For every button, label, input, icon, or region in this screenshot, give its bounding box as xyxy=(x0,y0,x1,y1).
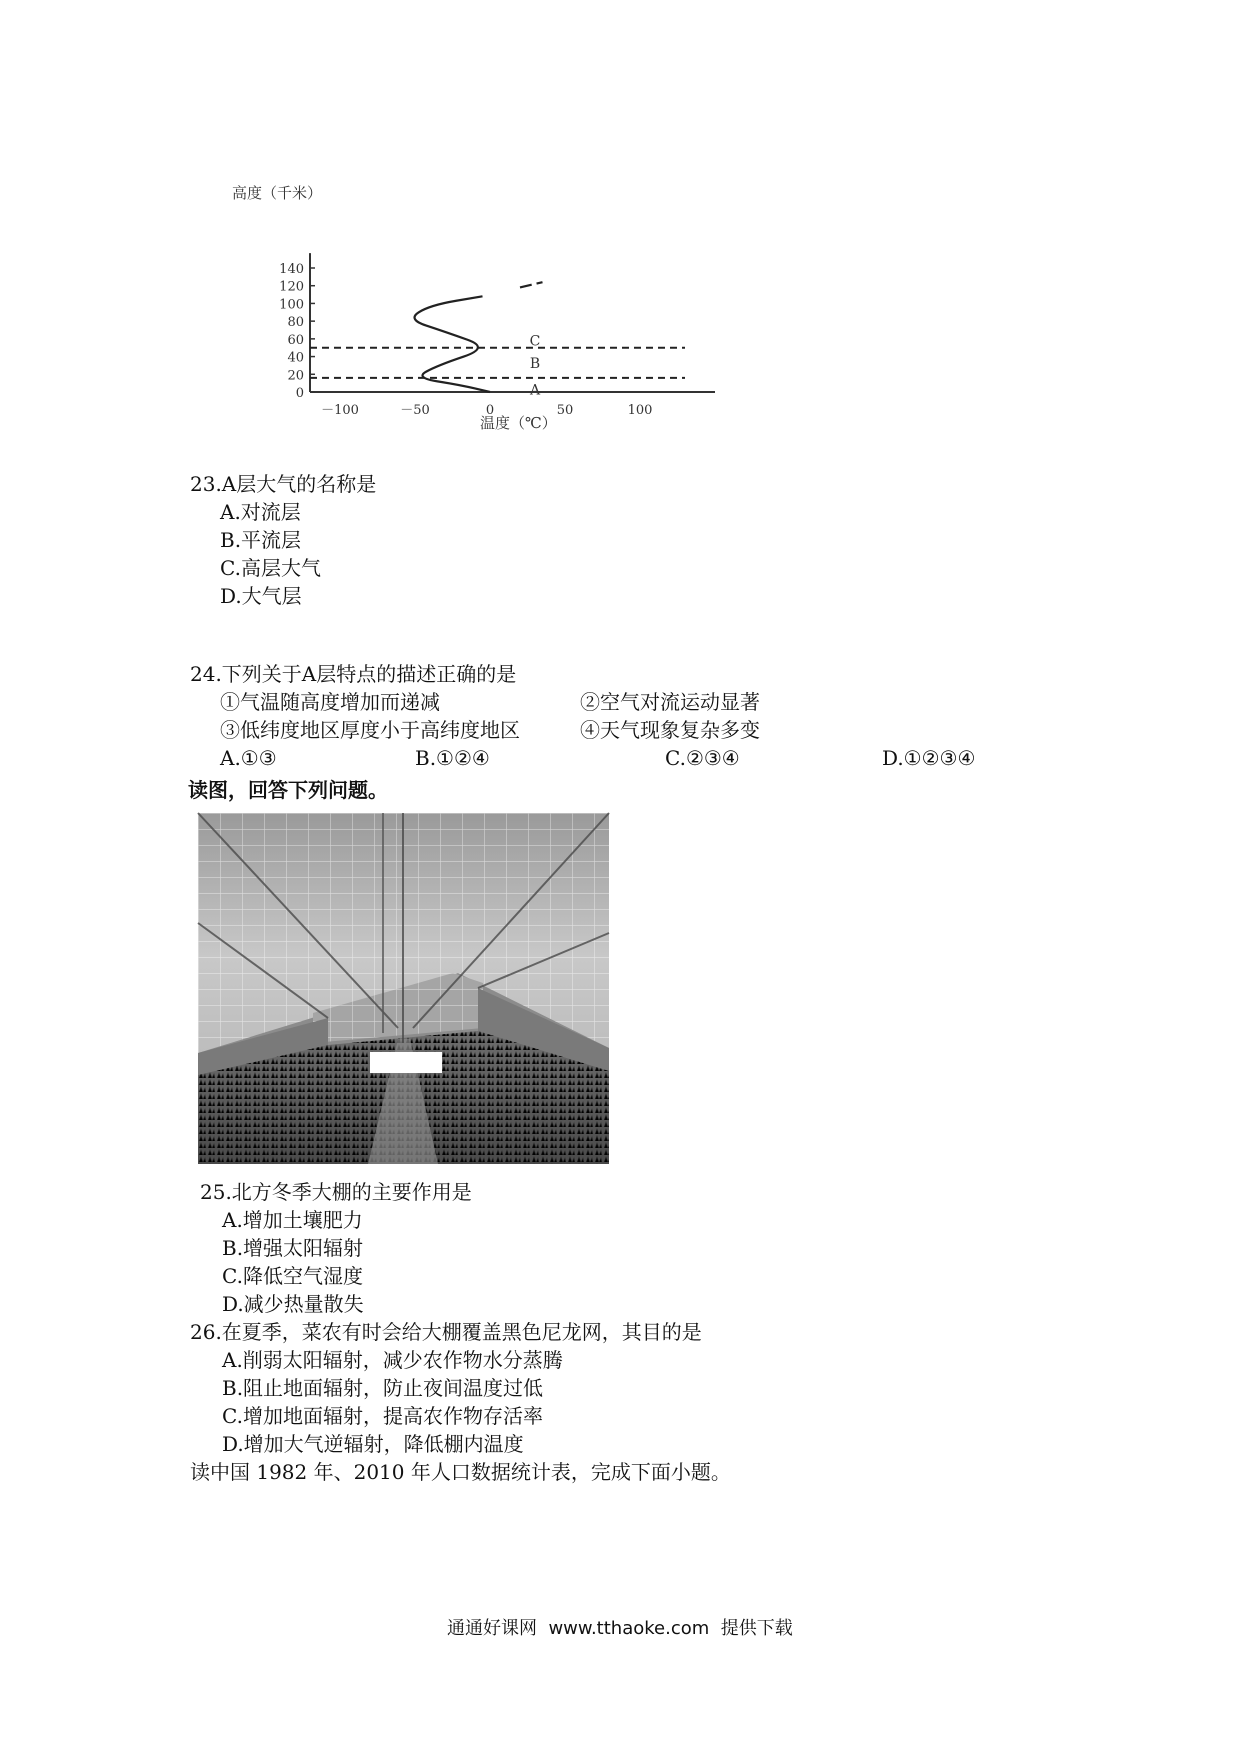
y-tick-label: 60 xyxy=(287,332,304,348)
layer-label-a: A xyxy=(529,382,541,399)
q25-option-b: B.增强太阳辐射 xyxy=(222,1236,364,1260)
section-read-heading: 读图，回答下列问题。 xyxy=(188,778,388,802)
x-tick-label: －100 xyxy=(321,403,359,418)
y-tick-label: 40 xyxy=(287,350,304,366)
q26-option-a: A.削弱太阳辐射，减少农作物水分蒸腾 xyxy=(222,1348,563,1372)
y-tick-label: 120 xyxy=(279,279,304,295)
x-tick-label: 0 xyxy=(485,403,495,418)
q24-option-d: D.①②③④ xyxy=(882,746,976,770)
q26-stem: 26.在夏季，菜农有时会给大棚覆盖黑色尼龙网，其目的是 xyxy=(190,1320,702,1344)
x-tick-label: －50 xyxy=(400,403,430,418)
y-tick-label: 100 xyxy=(279,297,304,313)
q24-item-2: ②空气对流运动显著 xyxy=(580,690,760,714)
y-tick-label: 20 xyxy=(287,368,304,384)
q24-item-4: ④天气现象复杂多变 xyxy=(580,718,760,742)
y-tick-label: 80 xyxy=(287,315,304,331)
q23-option-b: B.平流层 xyxy=(220,528,302,552)
q25-stem: 25.北方冬季大棚的主要作用是 xyxy=(200,1180,472,1204)
footer-credit: 通通好课网 www.tthaoke.com 提供下载 xyxy=(447,1618,793,1639)
layer-boundaries xyxy=(310,348,685,378)
layer-labels xyxy=(529,334,541,399)
q23-option-c: C.高层大气 xyxy=(220,556,321,580)
table-intro: 读中国 1982 年、2010 年人口数据统计表，完成下面小题。 xyxy=(190,1460,731,1484)
q24-stem: 24.下列关于A层特点的描述正确的是 xyxy=(190,662,517,686)
chart-axes xyxy=(310,253,715,392)
q26-option-c: C.增加地面辐射，提高农作物存活率 xyxy=(222,1404,543,1428)
q24-option-b: B.①②④ xyxy=(415,746,490,770)
temperature-profile-extension xyxy=(520,282,543,287)
q23-stem: 23.A层大气的名称是 xyxy=(190,472,377,496)
y-axis-label: 高度（千米） xyxy=(232,184,323,202)
q24-item-3: ③低纬度地区厚度小于高纬度地区 xyxy=(220,718,520,742)
q24-option-c: C.②③④ xyxy=(665,746,740,770)
q24-item-1: ①气温随高度增加而递减 xyxy=(220,690,440,714)
layer-label-b: B xyxy=(529,355,541,372)
q24-option-a: A.①③ xyxy=(220,746,277,770)
q25-option-a: A.增加土壤肥力 xyxy=(222,1208,363,1232)
q23-option-a: A.对流层 xyxy=(220,500,301,524)
q23-option-d: D.大气层 xyxy=(220,584,302,608)
atmosphere-temperature-chart xyxy=(230,175,653,440)
x-tick-label: 100 xyxy=(627,403,653,418)
q25-option-d: D.减少热量散失 xyxy=(222,1292,364,1316)
q26-option-b: B.阻止地面辐射，防止夜间温度过低 xyxy=(222,1376,544,1400)
q25-option-c: C.降低空气湿度 xyxy=(222,1264,363,1288)
y-tick-label: 140 xyxy=(279,262,304,277)
q26-option-d: D.增加大气逆辐射，降低棚内温度 xyxy=(222,1432,524,1456)
greenhouse-photo xyxy=(198,813,609,1164)
temperature-curve xyxy=(415,282,543,392)
y-tick-label: 0 xyxy=(295,386,304,401)
x-axis-label: 温度（℃） xyxy=(480,414,557,432)
layer-label-c: C xyxy=(529,333,541,350)
x-tick-label: 50 xyxy=(556,403,574,418)
